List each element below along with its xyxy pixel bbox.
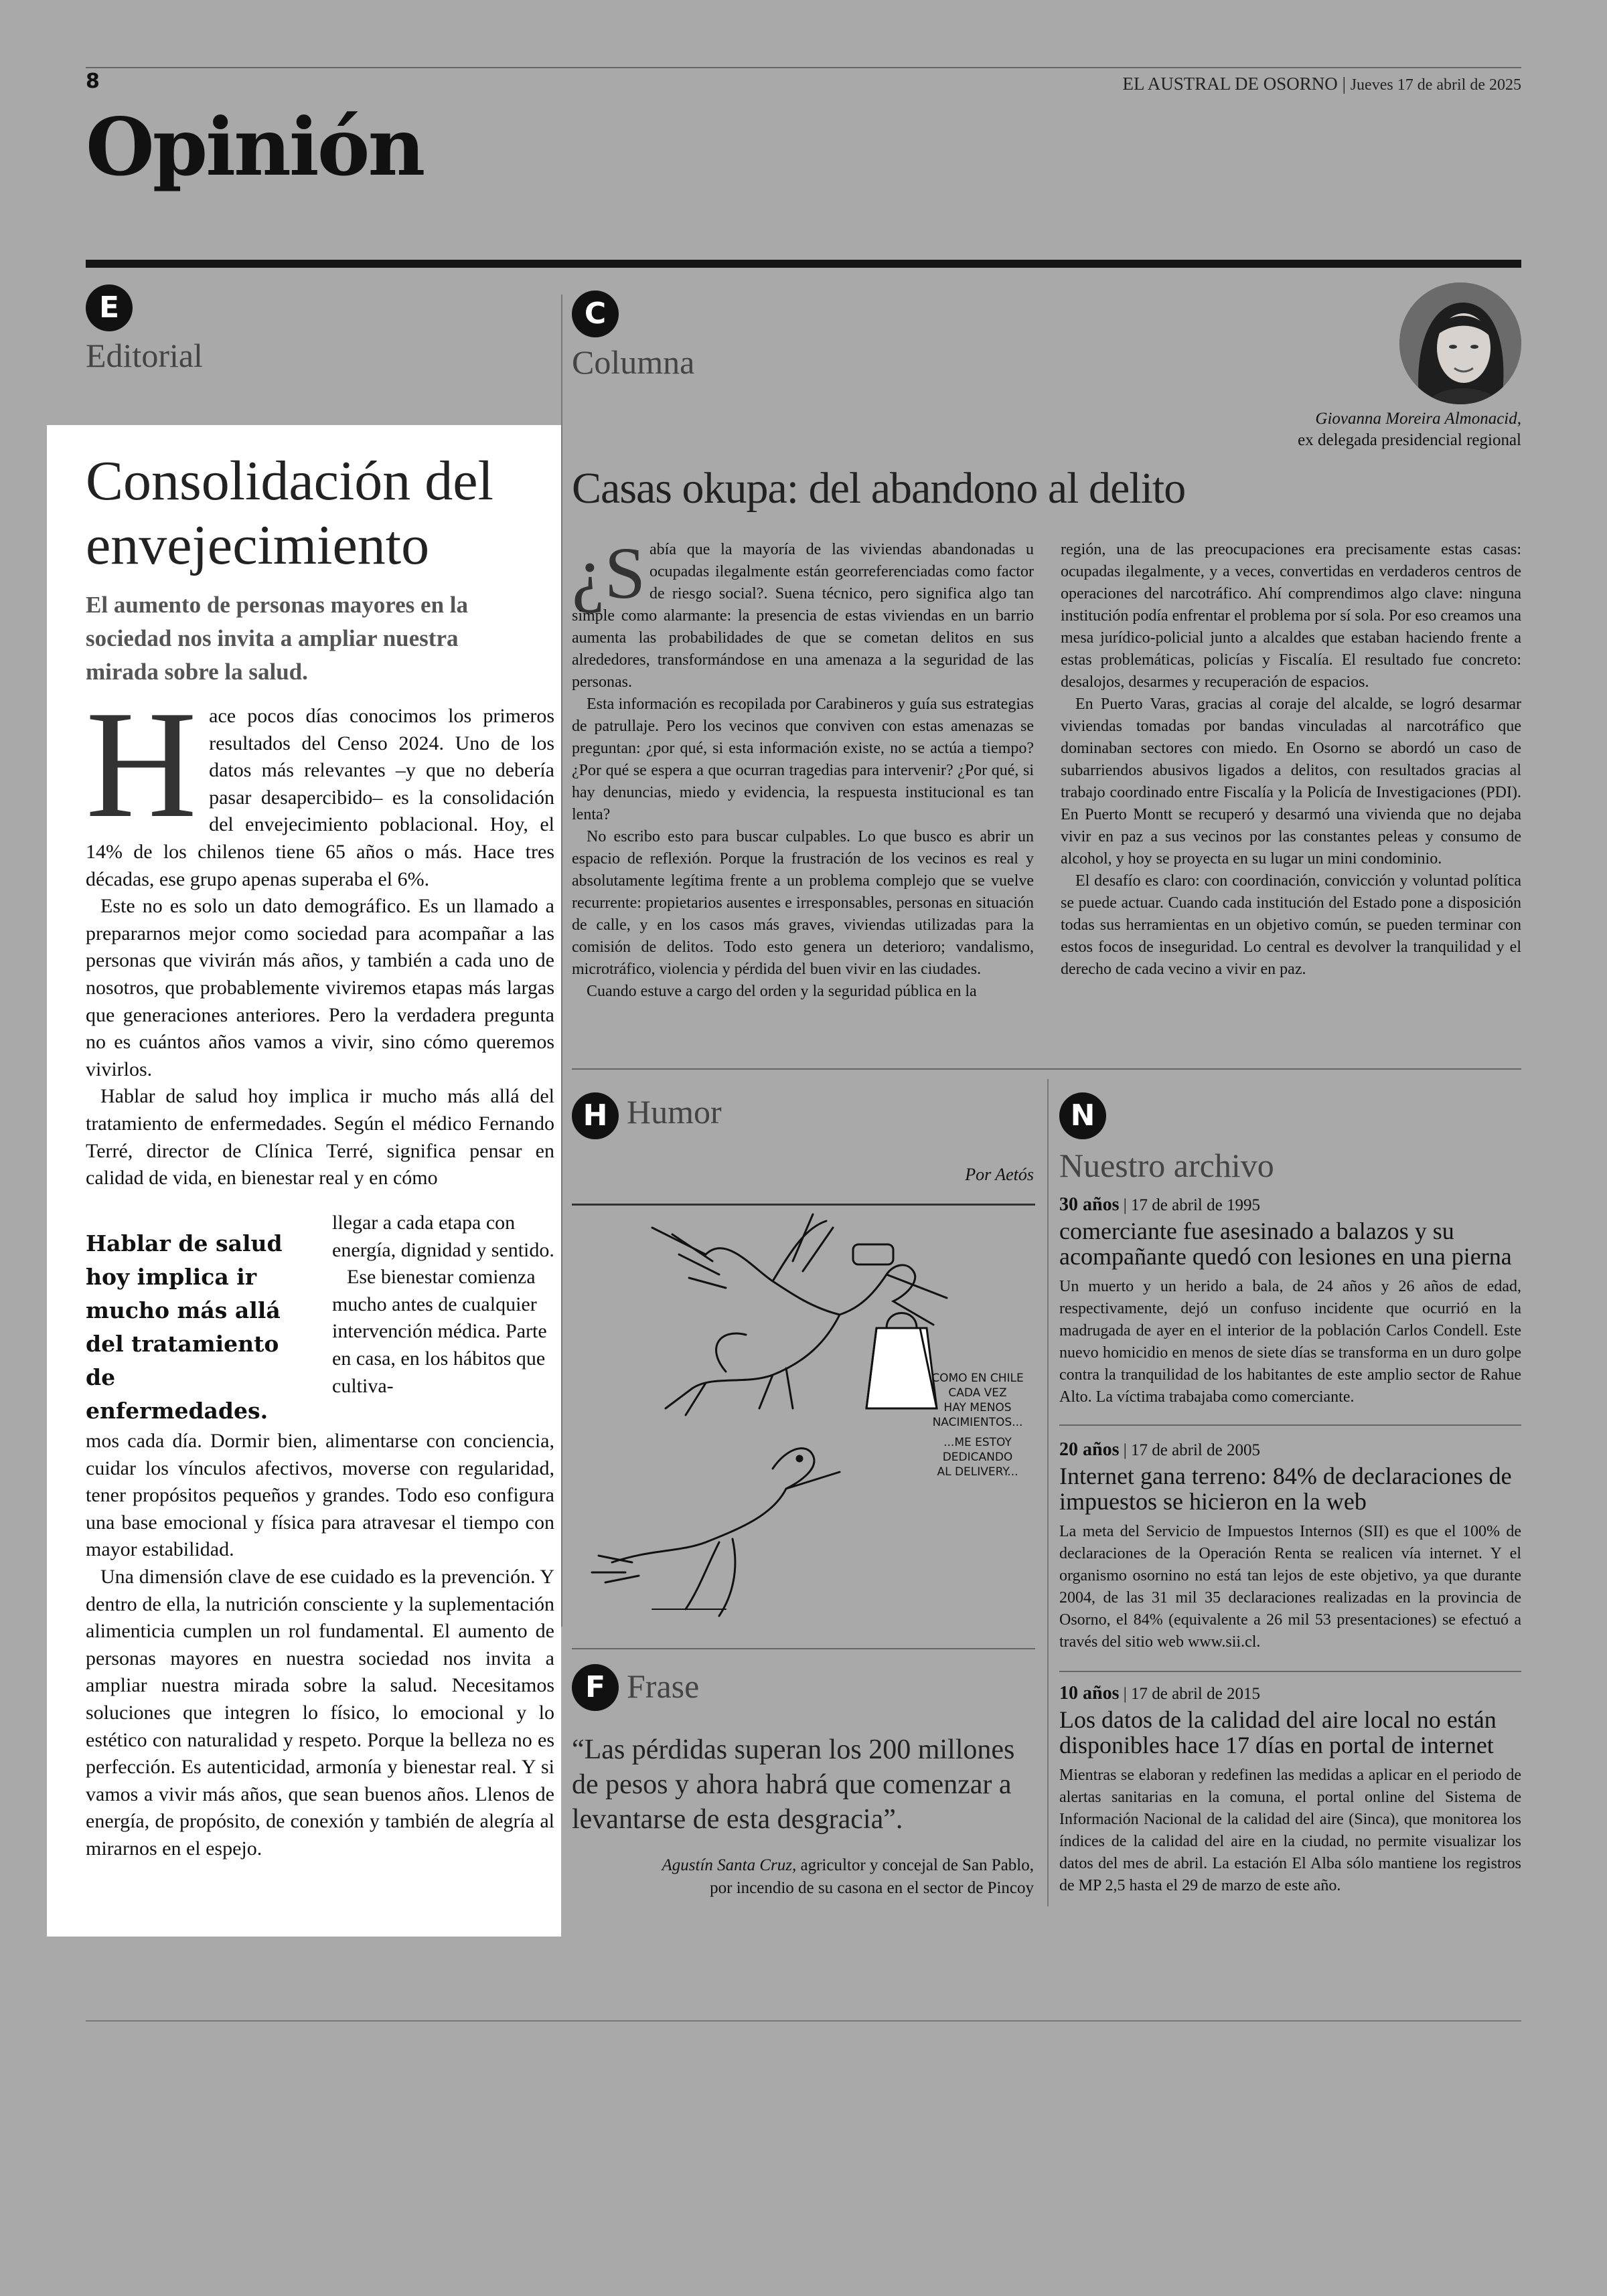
column-author-role: ex delegada presidencial regional xyxy=(1298,431,1521,449)
column-right-paragraph-2: En Puerto Varas, gracias al coraje del alcalde, se logró desarmar viviendas tomadas por bandas vinculadas al narcotráfico que dominaban sectores con miedo. En Osorno se abordó un caso de subarriendos abusivos ligados a delitos, con resultados gracias al trabajo coordinado entre Fiscalía y la Policía de Investigaciones (PDI). En Puerto Montt se recuperó y desarmó una vivienda que no dejaba vivir en paz a sus vecinos por las constantes peleas y consumo de alcohol, y hoy se proyecta en su lugar un mini condominio. xyxy=(1061,695,1521,868)
column-body-left xyxy=(572,532,1034,1003)
archive-rule-1 xyxy=(1059,1424,1521,1426)
column-left-paragraph-2: Esta información es recopilada por Carabineros y guía sus estrategias de patrullaje. Pero los vecinos que conviven con estas amenazas se preguntan: ¿por qué, si esta información existe, no se actúa a tiempo? ¿Por qué se espera a que ocurran tragedias para intervenir? ¿Por qué, si hay denuncias, miedo y evidencia, la respuesta institucional es tan lenta? xyxy=(572,695,1034,823)
frase-label: Frase xyxy=(627,1667,700,1705)
cartoon-text-line-6: DEDICANDO xyxy=(942,1451,1013,1464)
frase-badge: F xyxy=(572,1664,619,1711)
delivery-bag-icon xyxy=(866,1313,937,1409)
frase-top-rule xyxy=(572,1648,1035,1649)
header-top-rule xyxy=(86,67,1521,68)
archive-badge: N xyxy=(1059,1092,1106,1139)
cartoon-text-line-5: ...ME ESTOY xyxy=(943,1436,1012,1449)
editorial-title: Consolidación del envejecimiento xyxy=(86,450,493,576)
humor-cartoon xyxy=(572,1208,1035,1636)
masthead-separator: | xyxy=(1342,74,1351,94)
archive-item-2-date: | 17 de abril de 2005 xyxy=(1123,1441,1260,1459)
archive-item-1-date: | 17 de abril de 1995 xyxy=(1123,1196,1260,1214)
editorial-box xyxy=(47,425,561,1937)
archive-item-2-body: La meta del Servicio de Impuestos Internos (SII) es que el 100% de declaraciones de la Operación Renta se realicen vía internet. Y el organismo osornino no está tan lejos de este objetivo, ya que durante 2004, de las 31 mil 35 declaraciones realizadas en la provincia de Osorno, el 84% (equivalente a 26 mil 53 presentaciones) se efectuó a través del sitio web www.sii.cl. xyxy=(1059,1523,1521,1651)
page-number: 8 xyxy=(86,70,100,93)
column-divider-vertical xyxy=(561,295,562,1627)
archive-item-3 xyxy=(1059,1683,1521,1897)
column-bottom-rule xyxy=(572,1068,1521,1070)
editorial-paragraph-3: Hablar de salud hoy implica ir mucho más allá del tratamiento de enfermedades. Según el médico Fernando Terré, director de Clínica Terré, significa pensar en calidad de vida, en bienestar real y en cómo xyxy=(86,1085,554,1190)
column-left-paragraph-3: No escribo esto para buscar culpables. Lo que busco es abrir un espacio de reflexión. Porque la frustración de los vecinos es real y absolutamente legítima frente a un problema complejo que se vuelve recurrente: propietarios ausentes e irresponsables, personas en situación de calle, y en los casos más graves, viviendas utilizadas para la comisión de delitos. Todo esto genera un deterioro; vandalismo, microtráfico, violencia y pérdida del buen vivir en las ciudades. xyxy=(572,828,1034,978)
cartoon-text-line-2: CADA VEZ xyxy=(948,1386,1007,1400)
editorial-paragraph-1: ace pocos días conocimos los primeros resultados del Censo 2024. Uno de los datos más relevantes –y que no debería pasar desapercibido– es la consolidación del envejecimiento poblacional. Hoy, el 14% de los chilenos tiene 65 años o más. Hace tres décadas, ese grupo apenas superaba el 6%. xyxy=(86,705,554,890)
publication-name: EL AUSTRAL DE OSORNO xyxy=(1122,74,1338,94)
cartoon-text-line-4: NACIMIENTOS... xyxy=(932,1416,1023,1429)
humor-label: Humor xyxy=(627,1093,722,1131)
column-author-name: Giovanna Moreira Almonacid, xyxy=(1315,410,1521,428)
section-thick-rule xyxy=(86,260,1521,268)
humor-top-rule xyxy=(572,1204,1035,1206)
editorial-body-bottom xyxy=(86,1428,554,1863)
column-right-paragraph-3: El desafío es claro: con coordinación, convicción y voluntad política se puede actuar. Cuando cada institución del Estado pone a disposición todas sus herramientas en un objetivo común, se pueden terminar con estos focos de inseguridad. Lo central es devolver la tranquilidad y el derecho de cada vecino a vivir en paz. xyxy=(1061,872,1521,978)
archive-item-3-years: 10 años xyxy=(1059,1683,1120,1704)
archive-item-1-years: 30 años xyxy=(1059,1194,1120,1215)
masthead xyxy=(1123,74,1521,94)
editorial-paragraph-4b: mos cada día. Dormir bien, alimentarse con conciencia, cuidar los vínculos afectivos, moverse con regularidad, tener propósitos pequeños y grandes. Todo eso configura una base emocional y física para atravesar el tiempo con mayor estabilidad. xyxy=(86,1430,554,1561)
archive-rule-2 xyxy=(1059,1671,1521,1672)
editorial-lead: El aumento de personas mayores en la sociedad nos invita a ampliar nuestra mirada sobre la salud. xyxy=(86,592,469,685)
author-avatar xyxy=(1399,282,1521,404)
standing-stork-icon xyxy=(592,1449,840,1616)
frase-author-role: agricultor y concejal de San Pablo, xyxy=(796,1856,1034,1874)
editorial-pullquote: Hablar de salud hoy implica ir mucho más allá del tratamiento de enfermedades. xyxy=(86,1230,283,1424)
archive-item-2 xyxy=(1059,1439,1521,1653)
footer-rule xyxy=(86,2020,1521,2022)
archive-item-3-date: | 17 de abril de 2015 xyxy=(1123,1685,1260,1703)
section-title: Opinión xyxy=(86,100,424,193)
column-body-right xyxy=(1061,539,1521,981)
cartoon-text-line-1: COMO EN CHILE xyxy=(931,1372,1024,1385)
frase-attribution xyxy=(572,1854,1034,1900)
column-badge: C xyxy=(572,291,619,337)
editorial-dropcap: H xyxy=(86,679,198,849)
column-right-paragraph-1: región, una de las preocupaciones era precisamente estas casas: ocupadas ilegalmente, y a veces, convertidas en verdaderos centros de operaciones del narcotráfico. Ahí comprendimos algo clave: ninguna institución podía enfrentar el problema por sí sola. Por eso creamos una mesa jurídico-policial junto a alcaldes que estaban haciendo frente a estas problemáticas, policías y Fiscalía. El resultado fue concreto: desalojos, desarmes y recuperación de espacios. xyxy=(1061,541,1521,691)
archive-item-2-title: Internet gana terreno: 84% de declaraciones de impuestos se hicieron en la web xyxy=(1059,1463,1512,1515)
cartoon-text-line-3: HAY MENOS xyxy=(943,1401,1012,1414)
frase-quote: “Las pérdidas superan los 200 millones de pesos y ahora habrá que comenzar a levantarse de esta desgracia”. xyxy=(572,1734,1015,1835)
humor-badge: H xyxy=(572,1092,619,1139)
frase-author-name: Agustín Santa Cruz, xyxy=(662,1856,797,1874)
archive-item-3-title: Los datos de la calidad del aire local no están disponibles hace 17 días en portal de internet xyxy=(1059,1706,1497,1758)
editorial-body-narrow xyxy=(332,1210,554,1400)
humor-byline: Por Aetós xyxy=(965,1165,1034,1184)
column-left-paragraph-1: abía que la mayoría de las viviendas abandonadas u ocupadas ilegalmente están georreferenciadas como factor de riesgo social?. Suena técnico, pero significa algo tan simple como alarmante: la presencia de estas viviendas en un barrio aumenta las probabilidades de que se cometan delitos en sus alrededores, transformándose en una amenaza a la seguridad de las personas. xyxy=(572,541,1034,691)
editorial-paragraph-3-cont: llegar a cada etapa con energía, dignidad y sentido. xyxy=(332,1212,554,1261)
column-label: Columna xyxy=(572,343,695,381)
publication-date: Jueves 17 de abril de 2025 xyxy=(1350,76,1521,94)
archive-item-1-title: comerciante fue asesinado a balazos y su acompañante quedó con lesiones en una pierna xyxy=(1059,1218,1512,1270)
editorial-badge: E xyxy=(86,284,133,331)
archive-item-2-years: 20 años xyxy=(1059,1439,1120,1460)
column-title: Casas okupa: del abandono al delito xyxy=(572,464,1186,513)
archive-divider-vertical xyxy=(1047,1079,1049,1906)
editorial-paragraph-2: Este no es solo un dato demográfico. Es un llamado a prepararnos mejor como sociedad para acompañar a las personas que vivirán más años, y también a cada uno de nosotros, que probablemente viviremos etapas más largas que generaciones anteriores. Pero la verdadera pregunta no es cuántos años vamos a vivir, sino cómo queremos vivirlos. xyxy=(86,895,554,1080)
editorial-paragraph-4a: Ese bienestar comienza mucho antes de cualquier intervención médica. Parte en casa, en los hábitos que cultiva- xyxy=(332,1266,547,1397)
author-portrait-icon xyxy=(1399,282,1521,404)
frase-author-context: por incendio de su casona en el sector de Pincoy xyxy=(710,1879,1034,1897)
archive-item-1 xyxy=(1059,1194,1521,1408)
archive-item-3-body: Mientras se elaboran y redefinen las medidas a aplicar en el periodo de alertas sanitarias en la comuna, el portal online del Sistema de Información Nacional de la calidad del aire (Sinca), que monitorea los índices de la calidad del aire en la ciudad, no permite visualizar los datos del mes de abril. La estación El Alba sólo mantiene los registros de MP 2,5 hasta el 29 de marzo de este año. xyxy=(1059,1767,1521,1894)
archive-item-1-body: Un muerto y un herido a bala, de 24 años y 26 años de edad, respectivamente, dejó un confuso incidente que ocurrió en la madrugada de ayer en el interior de la población Carlos Condell. Este nuevo homicidio en menos de siete días se transforma en un duro golpe contra la tranquilidad de los habitantes de este amplio sector de Rahue Alto. La víctima trabajaba como comerciante. xyxy=(1059,1278,1521,1406)
editorial-body-top xyxy=(86,679,554,1192)
archive-label: Nuestro archivo xyxy=(1059,1147,1274,1184)
editorial-label: Editorial xyxy=(86,337,203,374)
cartoon-text-line-7: AL DELIVERY... xyxy=(937,1465,1018,1479)
stork-cartoon-icon xyxy=(572,1208,1035,1636)
column-left-paragraph-4: Cuando estuve a cargo del orden y la seguridad pública en la xyxy=(587,983,977,1000)
editorial-paragraph-5: Una dimensión clave de ese cuidado es la prevención. Y dentro de ella, la nutrición consciente y la suplementación alimenticia cumplen un rol fundamental. El aumento de personas mayores en nuestra sociedad nos invita a ampliar nuestra mirada sobre la salud. Necesitamos soluciones que integren lo físico, lo emocional y lo estético con naturalidad y respeto. Porque la belleza no es perfección. Es autenticidad, armonía y bienestar real. Y si vamos a vivir más años, que sean buenos años. Llenos de energía, de propósito, de conexión y también de alegría al mirarnos en el espejo. xyxy=(86,1565,554,1860)
column-dropcap: ¿S xyxy=(572,532,645,614)
